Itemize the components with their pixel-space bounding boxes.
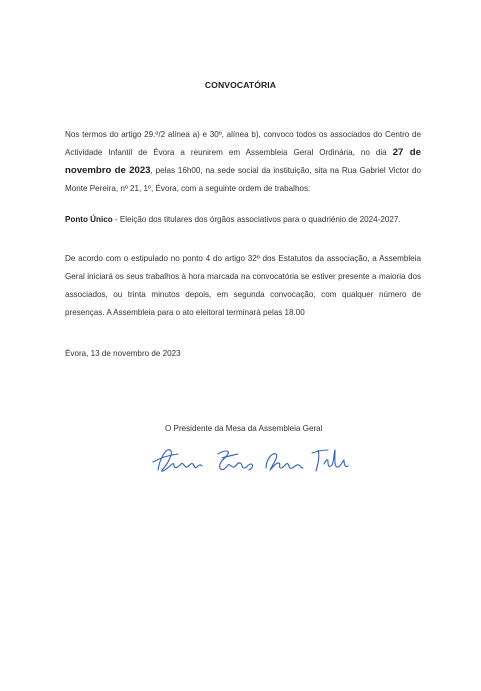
- handwritten-signature: [148, 440, 363, 482]
- agenda-text: - Eleição dos titulares dos órgãos associativos para o quadriénio de 2024-2027.: [112, 215, 401, 224]
- agenda-paragraph: [65, 211, 421, 229]
- place-date: Évora, 13 de novembro de 2023: [65, 349, 181, 358]
- president-label: O Presidente da Mesa da Assembleia Geral: [165, 424, 323, 433]
- agenda-label: Ponto Único: [65, 215, 113, 224]
- convocation-text-part1: Nos termos do artigo 29.º/2 alínea a) e 30º, alínea b), convoco todos os associados do Centro de Actividade Infantil de Évora a reunirem em Assembleia Geral Ordinária, no dia: [65, 130, 421, 157]
- meeting-date: 27 de novembro de 2023: [65, 147, 421, 176]
- statutes-paragraph: De acordo com o estipulado no ponto 4 do artigo 32º dos Estatutos da associação, a Assembleia Geral iniciará os seus trabalhos à hora marcada na convocatória se estiver presente a maioria dos associados, ou trinta minutos depois, em segunda convocação, com qualquer número de presenças. A Assembleia para o ato eleitoral terminará pelas 18.00: [65, 254, 421, 317]
- document-title: CONVOCATÓRIA: [204, 80, 277, 90]
- convocation-paragraph: [65, 126, 421, 198]
- convocation-text-part2: , pelas 16h00, na sede social da instituição, sita na Rua Gabriel Victor do Monte Pereira, nº 21, 1º, Évora, com a seguinte ordem de trabalhos:: [65, 166, 421, 193]
